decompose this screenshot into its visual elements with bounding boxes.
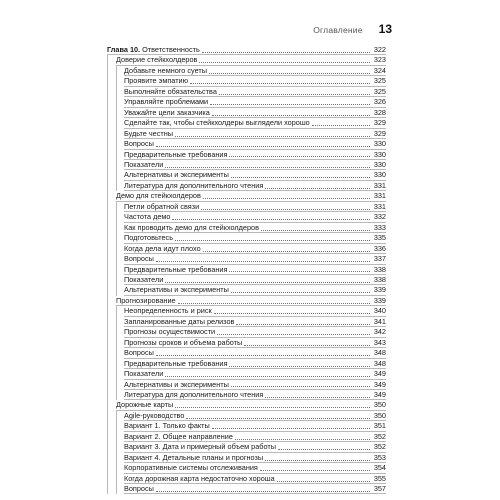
toc-subsection-entry: [107, 390, 386, 400]
toc-entry-text: Выполняйте обязательства: [124, 86, 217, 96]
toc-entry-text: Agile-руководство: [124, 410, 185, 420]
toc-page-number: 330: [373, 170, 386, 180]
toc-page-number: 336: [373, 243, 386, 253]
tree-connector: [116, 306, 117, 400]
toc-entry-text: Подготовьтесь: [124, 233, 173, 243]
toc-subsection-entry: [107, 97, 386, 107]
dot-leader: [265, 397, 370, 398]
chapter-number: Глава 10.: [107, 45, 141, 54]
dot-leader: [156, 261, 370, 262]
toc-page-number: 329: [373, 118, 386, 128]
toc-subsection-entry: [107, 432, 386, 442]
toc-subsection-entry: [107, 338, 386, 348]
toc-page-number: 348: [373, 358, 386, 368]
toc-entry-text: Сделайте так, чтобы стейкхолдеры выглядели хорошо: [124, 118, 310, 128]
dot-leader: [231, 386, 370, 387]
toc-subsection-entry: [107, 369, 386, 379]
toc-entry-text: Запланированные даты релизов: [124, 316, 235, 326]
tree-connector: [107, 55, 108, 494]
toc-page-number: 330: [373, 159, 386, 169]
dot-leader: [260, 470, 370, 471]
table-of-contents: [107, 45, 386, 494]
toc-page-number: 339: [373, 295, 386, 305]
toc-entry-text: Вопросы: [124, 484, 154, 494]
toc-page-number: 325: [373, 86, 386, 96]
toc-page-number: 324: [373, 65, 386, 75]
toc-page-number: 323: [373, 55, 386, 65]
toc-entry-text: Вариант 4. Детальные планы и прогнозы: [124, 452, 264, 462]
toc-subsection-entry: [107, 170, 386, 180]
toc-section-entry: [107, 55, 386, 65]
toc-page-number: 331: [373, 191, 386, 201]
toc-page-number: 338: [373, 264, 386, 274]
toc-page-number: 352: [373, 431, 386, 441]
toc-entry-text: Дорожные карты: [116, 400, 174, 410]
toc-entry-text: Прогнозирование: [116, 295, 176, 305]
toc-page-number: 352: [373, 442, 386, 452]
toc-page-number: 337: [373, 254, 386, 264]
toc-subsection-entry: [107, 275, 386, 285]
toc-subsection-entry: [107, 223, 386, 233]
toc-subsection-entry: [107, 150, 386, 160]
dot-leader: [265, 460, 370, 461]
dot-leader: [175, 407, 370, 408]
dot-leader: [212, 428, 370, 429]
toc-subsection-entry: [107, 66, 386, 76]
toc-page-number: 330: [373, 149, 386, 159]
toc-entry-text: Ответственность: [142, 45, 200, 54]
dot-leader: [277, 481, 370, 482]
row-underline: [124, 493, 386, 494]
toc-subsection-entry: [107, 87, 386, 97]
toc-page-number: 349: [373, 379, 386, 389]
toc-page-number: 322: [373, 45, 386, 54]
dot-leader: [229, 156, 370, 157]
dot-leader: [229, 271, 370, 272]
dot-leader: [217, 334, 370, 335]
toc-subsection-entry: [107, 160, 386, 170]
dot-leader: [209, 73, 370, 74]
toc-page-number: 325: [373, 76, 386, 86]
toc-subsection-entry: [107, 306, 386, 316]
section-title: Оглавление: [313, 25, 363, 35]
toc-entry-text: Показатели: [124, 369, 164, 379]
toc-entry-text: Предварительные требования: [124, 264, 228, 274]
dot-leader: [214, 313, 370, 314]
toc-entry-text: Литература для дополнительного чтения: [124, 180, 264, 190]
tree-connector: [116, 202, 117, 296]
dot-leader: [235, 439, 370, 440]
toc-page-number: 331: [373, 201, 386, 211]
toc-page-number: 328: [373, 107, 386, 117]
toc-subsection-entry: [107, 453, 386, 463]
dot-leader: [210, 104, 370, 105]
toc-entry-text: Демо для стейкхолдеров: [116, 191, 201, 201]
toc-page-number: 343: [373, 337, 386, 347]
dot-leader: [178, 303, 370, 304]
dot-leader: [261, 230, 370, 231]
toc-page-number: 355: [373, 473, 386, 483]
toc-subsection-entry: [107, 484, 386, 494]
toc-page-number: 349: [373, 389, 386, 399]
toc-page-number: 335: [373, 233, 386, 243]
toc-page-number: 348: [373, 348, 386, 358]
toc-subsection-entry: [107, 244, 386, 254]
toc-section-entry: [107, 191, 386, 201]
toc-entry-text: Вопросы: [124, 254, 154, 264]
toc-subsection-entry: [107, 442, 386, 452]
toc-entry-text: Уважайте цели заказчика: [124, 107, 210, 117]
toc-entry-text: Показатели: [124, 274, 164, 284]
toc-subsection-entry: [107, 212, 386, 222]
toc-entry-text: Вариант 1. Только факты: [124, 421, 210, 431]
toc-page-number: 350: [373, 400, 386, 410]
toc-subsection-entry: [107, 129, 386, 139]
toc-subsection-entry: [107, 76, 386, 86]
toc-subsection-entry: [107, 380, 386, 390]
toc-subsection-entry: [107, 421, 386, 431]
toc-entry-text: Петли обратной связи: [124, 201, 200, 211]
toc-subsection-entry: [107, 348, 386, 358]
dot-leader: [278, 449, 370, 450]
toc-entry-text: Будьте честны: [124, 128, 173, 138]
toc-page-number: 342: [373, 327, 386, 337]
toc-page-number: 339: [373, 285, 386, 295]
toc-page-number: 351: [373, 421, 386, 431]
toc-entry-text: Вопросы: [124, 139, 154, 149]
dot-leader: [236, 324, 370, 325]
toc-entry-text: Прогнозы осуществимости: [124, 327, 216, 337]
toc-subsection-entry: [107, 285, 386, 295]
toc-entry-text: Вариант 3. Дата и примерный объем работы: [124, 442, 276, 452]
dot-leader: [199, 62, 370, 63]
tree-connector: [116, 411, 117, 495]
toc-section-entry: [107, 400, 386, 410]
toc-subsection-entry: [107, 474, 386, 484]
toc-entry-text: Предварительные требования: [124, 358, 228, 368]
dot-leader: [202, 52, 370, 53]
toc-entry-text: Когда дела идут плохо: [124, 243, 201, 253]
toc-page-number: 350: [373, 410, 386, 420]
toc-subsection-entry: [107, 202, 386, 212]
toc-entry-text: Вопросы: [124, 348, 154, 358]
toc-subsection-entry: [107, 254, 386, 264]
running-header: [313, 22, 392, 36]
toc-entry-text: Показатели: [124, 159, 164, 169]
toc-entry-text: Альтернативы и эксперименты: [124, 170, 229, 180]
toc-entry-text: Частота демо: [124, 212, 171, 222]
toc-page-number: 326: [373, 97, 386, 107]
toc-entry-text: Альтернативы и эксперименты: [124, 285, 229, 295]
dot-leader: [203, 251, 370, 252]
toc-entry-text: Предварительные требования: [124, 149, 228, 159]
toc-page-number: 341: [373, 316, 386, 326]
toc-entry-text: Добавьте немного суеты: [124, 65, 208, 75]
toc-page-number: 340: [373, 306, 386, 316]
dot-leader: [165, 167, 370, 168]
dot-leader: [156, 491, 370, 492]
toc-entry-text: Как проводить демо для стейкхолдеров: [124, 222, 259, 232]
toc-entry-text: Корпоративные системы отслеживания: [124, 463, 258, 473]
toc-page-number: 330: [373, 139, 386, 149]
toc-entry-text: Управляйте проблемами: [124, 97, 209, 107]
dot-leader: [190, 83, 370, 84]
tree-connector: [116, 66, 117, 191]
page-number: 13: [378, 22, 392, 36]
toc-subsection-entry: [107, 463, 386, 473]
toc-subsection-entry: [107, 317, 386, 327]
dot-leader: [156, 355, 370, 356]
dot-leader: [165, 376, 370, 377]
toc-subsection-entry: [107, 118, 386, 128]
dot-leader: [203, 198, 370, 199]
dot-leader: [172, 219, 370, 220]
toc-subsection-entry: [107, 181, 386, 191]
toc-subsection-entry: [107, 108, 386, 118]
toc-subsection-entry: [107, 233, 386, 243]
dot-leader: [229, 366, 370, 367]
dot-leader: [312, 125, 370, 126]
dot-leader: [244, 345, 370, 346]
toc-subsection-entry: [107, 359, 386, 369]
toc-page-number: 357: [373, 484, 386, 494]
toc-entry-text: Альтернативы и эксперименты: [124, 379, 229, 389]
toc-subsection-entry: [107, 139, 386, 149]
toc-entry-text: Неопределенность и риск: [124, 306, 212, 316]
toc-entry-text: Когда дорожная карта недостаточно хороша: [124, 473, 275, 483]
toc-page-number: 331: [373, 180, 386, 190]
toc-page-number: 353: [373, 452, 386, 462]
toc-entry-text: Проявите эмпатию: [124, 76, 189, 86]
dot-leader: [231, 292, 370, 293]
dot-leader: [201, 209, 370, 210]
toc-page-number: 338: [373, 274, 386, 284]
toc-entry-text: Прогнозы сроков и объема работы: [124, 337, 243, 347]
dot-leader: [219, 94, 370, 95]
toc-entry-text: Доверие стейкхолдеров: [116, 55, 198, 65]
toc-chapter-entry: [107, 45, 386, 55]
dot-leader: [165, 282, 370, 283]
toc-page-number: 354: [373, 463, 386, 473]
toc-subsection-entry: [107, 411, 386, 421]
toc-section-entry: [107, 296, 386, 306]
toc-subsection-entry: [107, 265, 386, 275]
dot-leader: [175, 136, 370, 137]
toc-subsection-entry: [107, 327, 386, 337]
dot-leader: [212, 115, 370, 116]
dot-leader: [186, 418, 370, 419]
toc-page-number: 332: [373, 212, 386, 222]
dot-leader: [265, 188, 370, 189]
toc-page-number: 329: [373, 128, 386, 138]
toc-entry-text: Литература для дополнительного чтения: [124, 389, 264, 399]
toc-page-number: 349: [373, 369, 386, 379]
dot-leader: [175, 240, 370, 241]
toc-page-number: 333: [373, 222, 386, 232]
toc-entry-text: Вариант 2. Общее направление: [124, 431, 233, 441]
dot-leader: [156, 146, 370, 147]
dot-leader: [231, 177, 370, 178]
